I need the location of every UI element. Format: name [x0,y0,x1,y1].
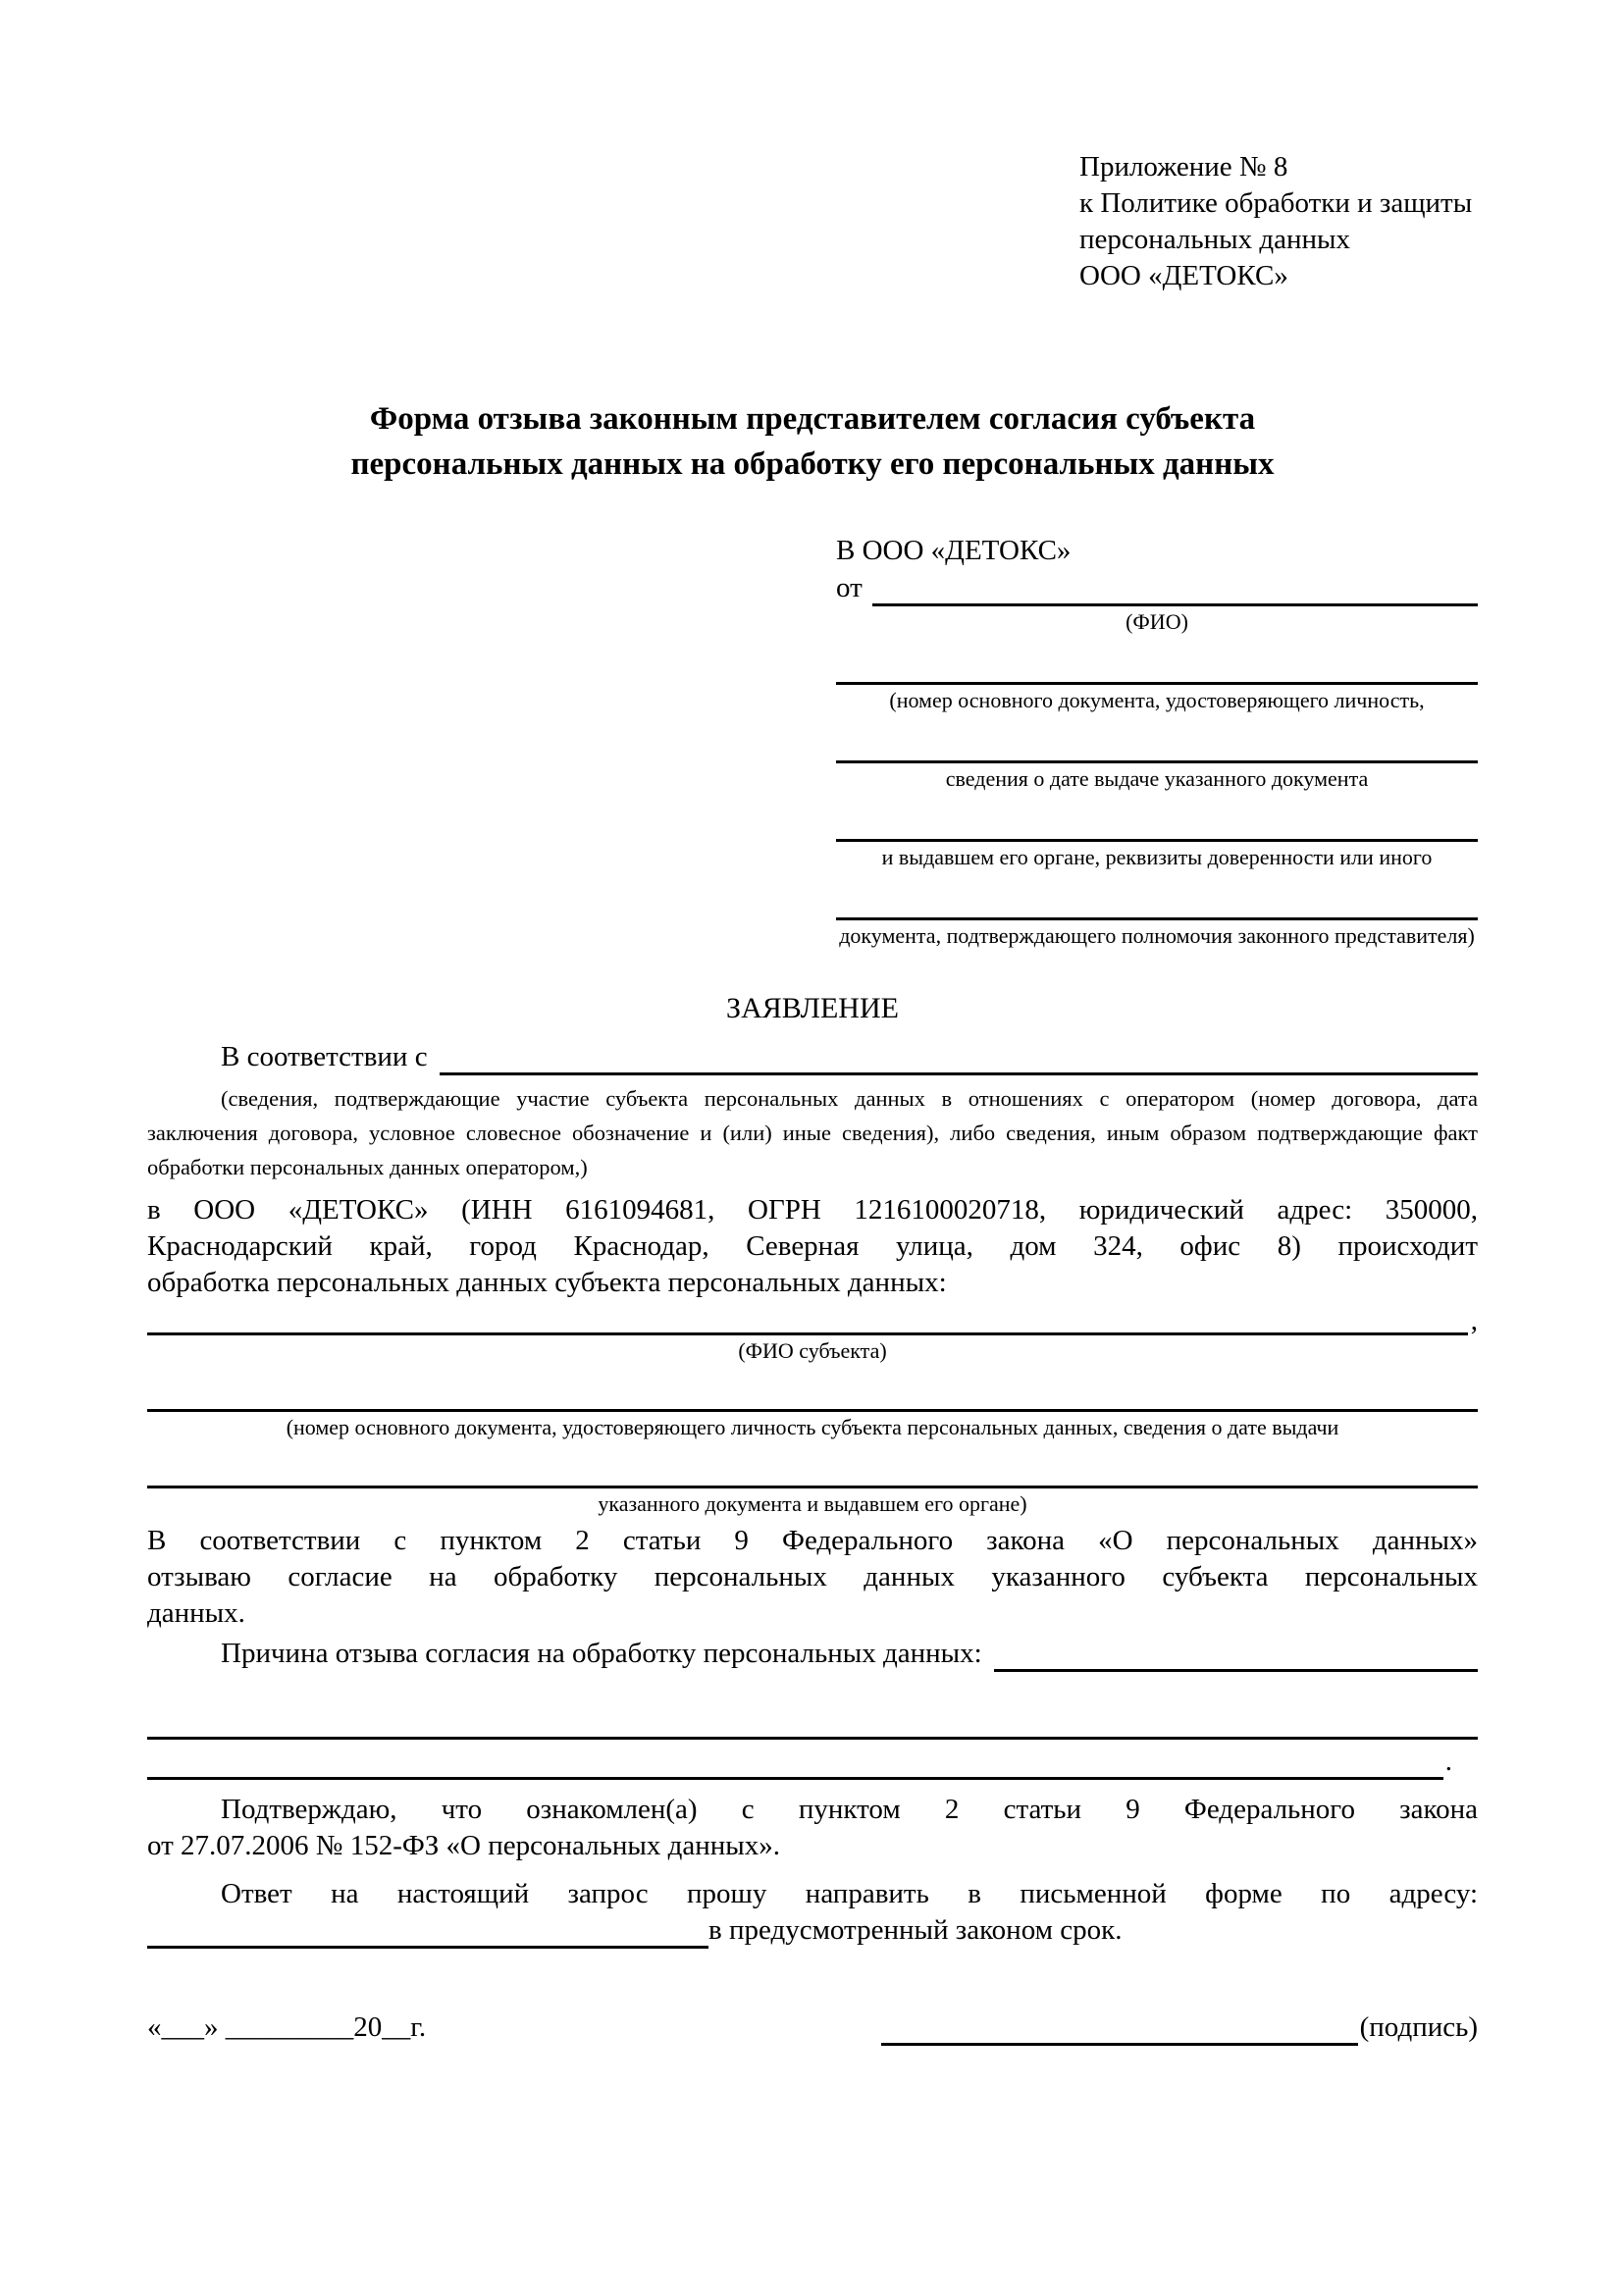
from-label: от [836,572,863,603]
operator-paragraph-line: в ООО «ДЕТОКС» (ИНН 6161094681, ОГРН 1216100020718, юридический адрес: 350000, [147,1194,1478,1226]
intro-row [147,1039,1478,1075]
intro-label: В соответствии с [221,1041,428,1072]
document-title-line: персональных данных на обработку его персональных данных [350,446,1275,482]
document-title-line: Форма отзыва законным представителем согласия субъекта [369,401,1256,437]
subject-doc-caption-1: (номер основного документа, удостоверяющего личность субъекта персональных данных, сведения о дате выдачи [286,1415,1339,1439]
id-doc-blank-line-3 [836,819,1478,842]
reason-label: Причина отзыва согласия на обработку персональных данных: [221,1638,982,1669]
reason-blank-line-end-row [147,1744,1452,1780]
response-request-line: Ответ на настоящий запрос прошу направить в письменной форме по адресу: [221,1878,1478,1909]
appendix-block [1079,149,1478,294]
appendix-line: персональных данных [1079,224,1351,255]
signature-group [881,2009,1478,2046]
subject-fio-comma: , [1470,1305,1478,1336]
acknowledgement-paragraph [147,1792,1478,1864]
signature-blank-line [881,2013,1358,2046]
addressee-to: В ООО «ДЕТОКС» [836,535,1072,566]
intro-note [147,1081,1478,1184]
fio-caption: (ФИО) [1126,609,1188,634]
reason-blank-line-full [147,1713,1478,1740]
date-blank-line: «___» _________20__г. [147,2011,427,2043]
operator-paragraph-line: Краснодарский край, город Краснодар, Северная улица, дом 324, офис 8) происходит [147,1230,1478,1262]
addressee-block [836,532,1478,949]
appendix-line: к Политике обработки и защиты [1079,187,1473,219]
statement-heading: ЗАЯВЛЕНИЕ [726,992,899,1024]
document-content [147,149,1478,2046]
subject-doc-caption-2: указанного документа и выдавшем его органе) [598,1491,1027,1516]
withdrawal-paragraph-line: В соответствии с пунктом 2 статьи 9 Федерального закона «О персональных данных» [147,1525,1478,1556]
reason-blank-line-short [994,1640,1478,1672]
id-doc-caption-3: и выдавшем его органе, реквизиты доверенности или иного [881,845,1433,869]
appendix-line: Приложение № 8 [1079,151,1288,183]
subject-doc-blank-line-1 [147,1387,1478,1412]
subject-fio-caption: (ФИО субъекта) [738,1338,887,1363]
intro-note-line: заключения договора, условное словесное обозначение и (или) иные сведения), либо сведения, иным образом подтверждающие факт [147,1121,1478,1145]
response-address-blank-line [147,1916,708,1949]
operator-paragraph [147,1192,1478,1301]
subject-fio-row [147,1305,1478,1335]
acknowledgement-line: Подтверждаю, что ознакомлен(а) с пунктом 2 статьи 9 Федерального закона [221,1794,1478,1825]
withdrawal-paragraph-line: данных. [147,1597,245,1629]
reason-period: . [1444,1746,1452,1777]
response-address-row [147,1912,1478,1949]
addressee-from-row [836,569,1478,606]
appendix-line: ООО «ДЕТОКС» [1079,260,1288,291]
id-doc-blank-line-4 [836,898,1478,920]
response-suffix: в предусмотренный законом срок. [708,1914,1123,1946]
reason-blank-line-2 [147,1748,1443,1780]
intro-note-line: (сведения, подтверждающие участие субъекта персональных данных в отношениях с оператором (номер договора, дата [221,1086,1478,1111]
id-doc-blank-line-2 [836,741,1478,763]
from-fio-blank-line [872,572,1478,606]
subject-doc-blank-line-2 [147,1464,1478,1488]
intro-note-line: обработки персональных данных оператором,) [147,1155,588,1179]
id-doc-blank-line-1 [836,662,1478,685]
id-doc-caption-2: сведения о дате выдаче указанного документа [945,766,1369,791]
intro-blank-line [440,1043,1478,1075]
operator-paragraph-line: обработка персональных данных субъекта персональных данных: [147,1267,947,1298]
subject-fio-blank-line [147,1305,1468,1335]
document-title [147,396,1478,487]
reason-row [147,1636,1478,1672]
id-doc-caption-1: (номер основного документа, удостоверяющего личность, [889,688,1425,712]
id-doc-caption-4: документа, подтверждающего полномочия законного представителя) [839,923,1475,948]
signature-caption: (подпись) [1359,2011,1478,2043]
footer-row [147,2009,1478,2046]
withdrawal-paragraph [147,1523,1478,1632]
acknowledgement-line: от 27.07.2006 № 152-ФЗ «О персональных данных». [147,1830,781,1861]
withdrawal-paragraph-line: отзываю согласие на обработку персональных данных указанного субъекта персональных [147,1561,1478,1592]
